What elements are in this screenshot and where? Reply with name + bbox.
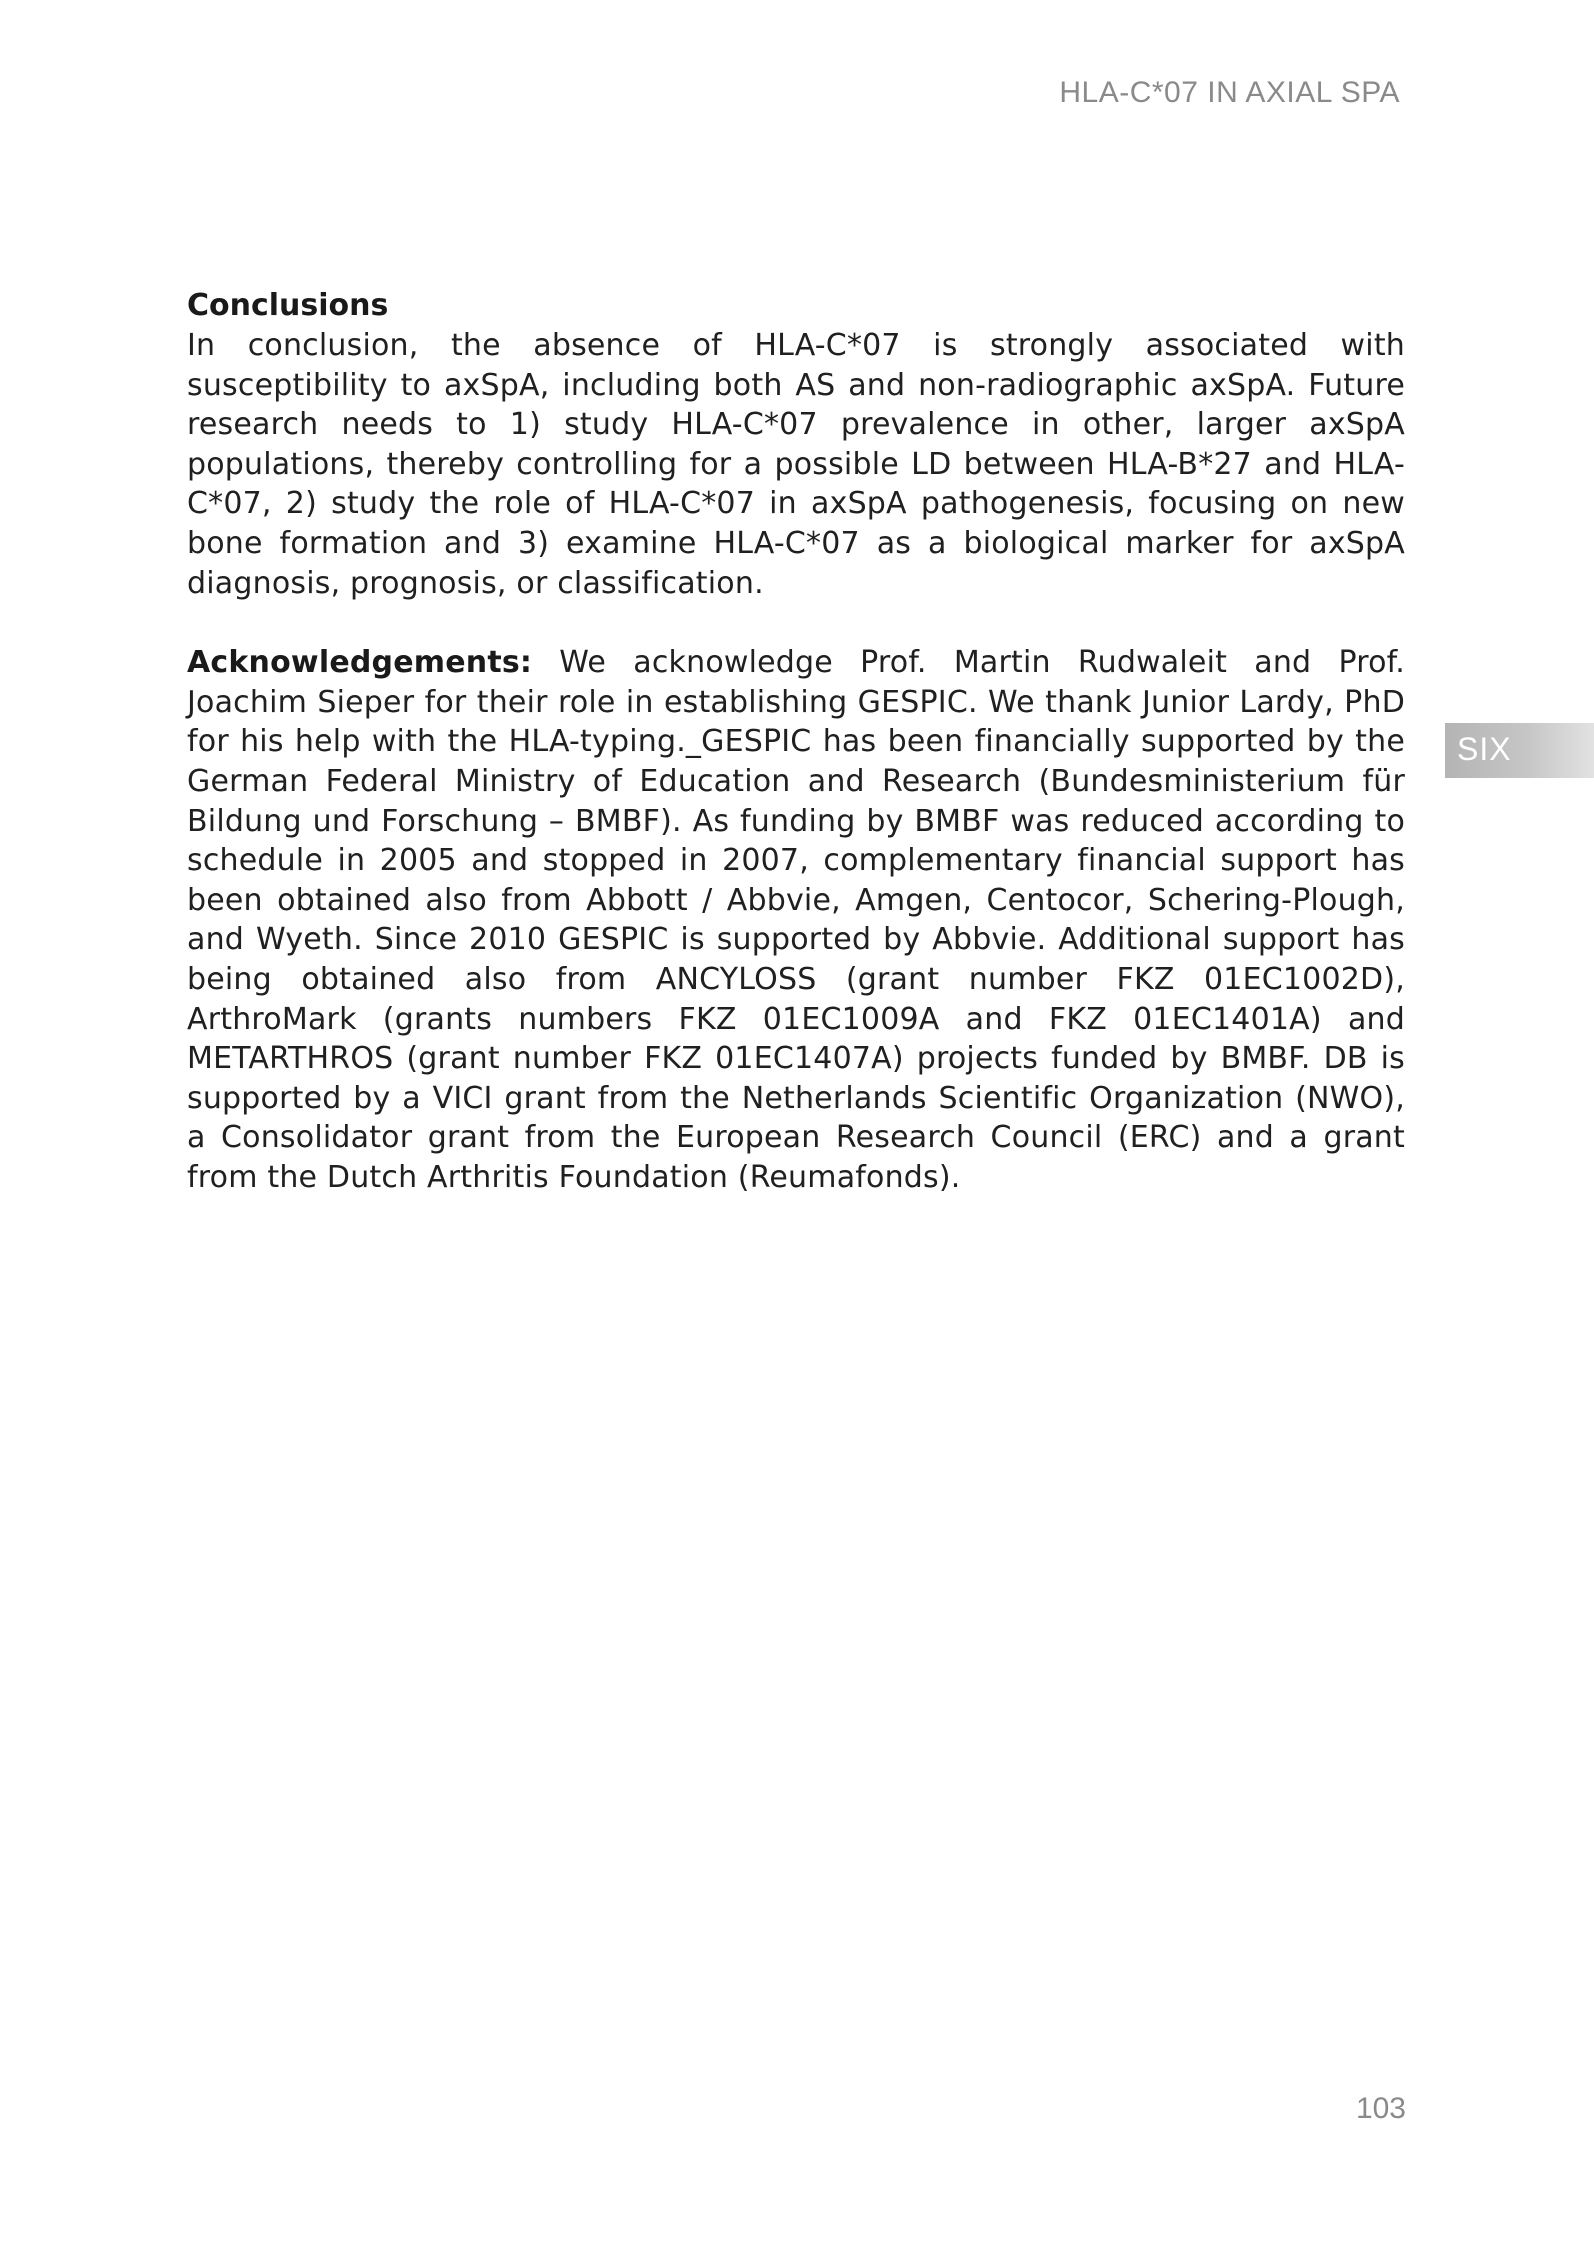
chapter-tab [1445, 723, 1594, 778]
conclusions-paragraph: In conclusion, the absence of HLA-C*07 is strongly associated with susceptibility to axSpA, including both AS and non-radiographic axSpA. Future research needs to 1) study HLA-C*07 prevalence in other, larger axSpA populations, thereby controlling for a possible LD between HLA-B*27 and HLA-C*07, 2) study the role of HLA-C*07 in axSpA pathogenesis, focusing on new bone formation and 3) examine HLA-C*07 as a biological marker for axSpA diagnosis, prognosis, or classification. [187, 328, 1405, 601]
chapter-tab-label: SIX [1457, 731, 1512, 767]
acknowledgements-paragraph [187, 643, 1405, 1197]
acknowledgements-label: Acknowledgements: [187, 645, 533, 681]
running-header: HLA-C*07 IN AXIAL SPA [1059, 76, 1400, 109]
page-number: 103 [1355, 2092, 1406, 2125]
page-content [187, 286, 1405, 1197]
conclusions-heading: Conclusions [187, 288, 389, 323]
acknowledgements-text: We acknowledge Prof. Martin Rudwaleit and Prof. Joachim Sieper for their role in establishing GESPIC. We thank Junior Lardy, PhD for his help with the HLA-typing._GESPIC has been financially supported by the German Federal Ministry of Education and Research (Bundesministerium für Bildung und Forschung – BMBF). As funding by BMBF was reduced according to schedule in 2005 and stopped in 2007, complementary financial support has been obtained also from Abbott / Abbvie, Amgen, Centocor, Schering-Plough, and Wyeth. Since 2010 GESPIC is supported by Abbvie. Additional support has being obtained also from ANCYLOSS (grant number FKZ 01EC1002D), ArthroMark (grants numbers FKZ 01EC1009A and FKZ 01EC1401A) and METARTHROS (grant number FKZ 01EC1407A) projects funded by BMBF. DB is supported by a VICI grant from the Netherlands Scientific Organization (NWO), a Consolidator grant from the European Research Council (ERC) and a grant from the Dutch Arthritis Foundation (Reumafonds). [187, 645, 1405, 1195]
